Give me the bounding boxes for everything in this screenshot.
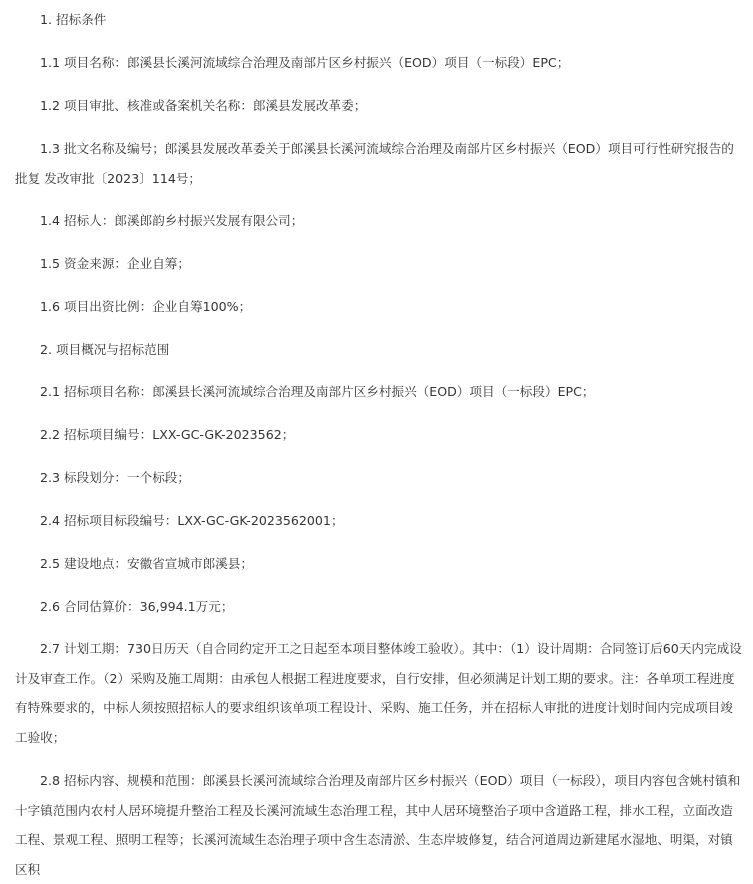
paragraph: 2.1 招标项目名称：郎溪县长溪河流域综合治理及南部片区乡村振兴（EOD）项目（一标段）EPC； (40, 384, 595, 399)
paragraph: 2.4 招标项目标段编号：LXX-GC-GK-2023562001； (40, 513, 344, 528)
paragraph: 1.4 招标人：郎溪郎韵乡村振兴发展有限公司； (40, 213, 304, 228)
section-heading: 1. 招标条件 (40, 12, 107, 27)
section-heading: 2. 项目概况与招标范围 (40, 342, 170, 357)
paragraph: 2.6 合同估算价：36,994.1万元； (40, 599, 234, 614)
paragraph: 2.3 标段划分：一个标段； (40, 470, 190, 485)
paragraph: 2.7 计划工期：730日历天（自合同约定开工之日起至本项目整体竣工验收）。其中：（1）设计周期：合同签订后60天内完成设计及审查工作。（2）采购及施工周期：由承包人根据工程进度要求，自行安排，但必须满足计划工期的要求。注：各单项工程进度有特殊要求的，中标人须按照招标人的要求组织该单项工程设计、采购、施工任务，并在招标人审批的进度计划时间内完成项目竣工验收； (15, 641, 742, 745)
paragraph: 1.5 资金来源：企业自筹； (40, 256, 190, 271)
paragraph: 2.2 招标项目编号：LXX-GC-GK-2023562； (40, 427, 295, 442)
paragraph: 2.5 建设地点：安徽省宣城市郎溪县； (40, 556, 253, 571)
paragraph: 1.3 批文名称及编号；郎溪县发展改革委关于郎溪县长溪河流域综合治理及南部片区乡村振兴（EOD）项目可行性研究报告的批复 发改审批〔2023〕114号； (15, 141, 734, 186)
paragraph: 2.8 招标内容、规模和范围：郎溪县长溪河流域综合治理及南部片区乡村振兴（EOD）项目（一标段），项目内容包含姚村镇和十字镇范围内农村人居环境提升整治工程及长溪河流域生态治理工程，其中人居环境整治子项中含道路工程，排水工程，立面改造工程、景观工程、照明工程等；长溪河流域生态治理子项中含生态清淤、生态岸坡修复，结合河道周边新建尾水湿地、明渠，对镇区积 (15, 773, 741, 877)
paragraph: 1.1 项目名称：郎溪县长溪河流域综合治理及南部片区乡村振兴（EOD）项目（一标段）EPC； (40, 55, 570, 70)
paragraph: 1.2 项目审批、核准或备案机关名称：郎溪县发展改革委； (40, 98, 367, 113)
paragraph: 1.6 项目出资比例：企业自筹100%； (40, 299, 252, 314)
